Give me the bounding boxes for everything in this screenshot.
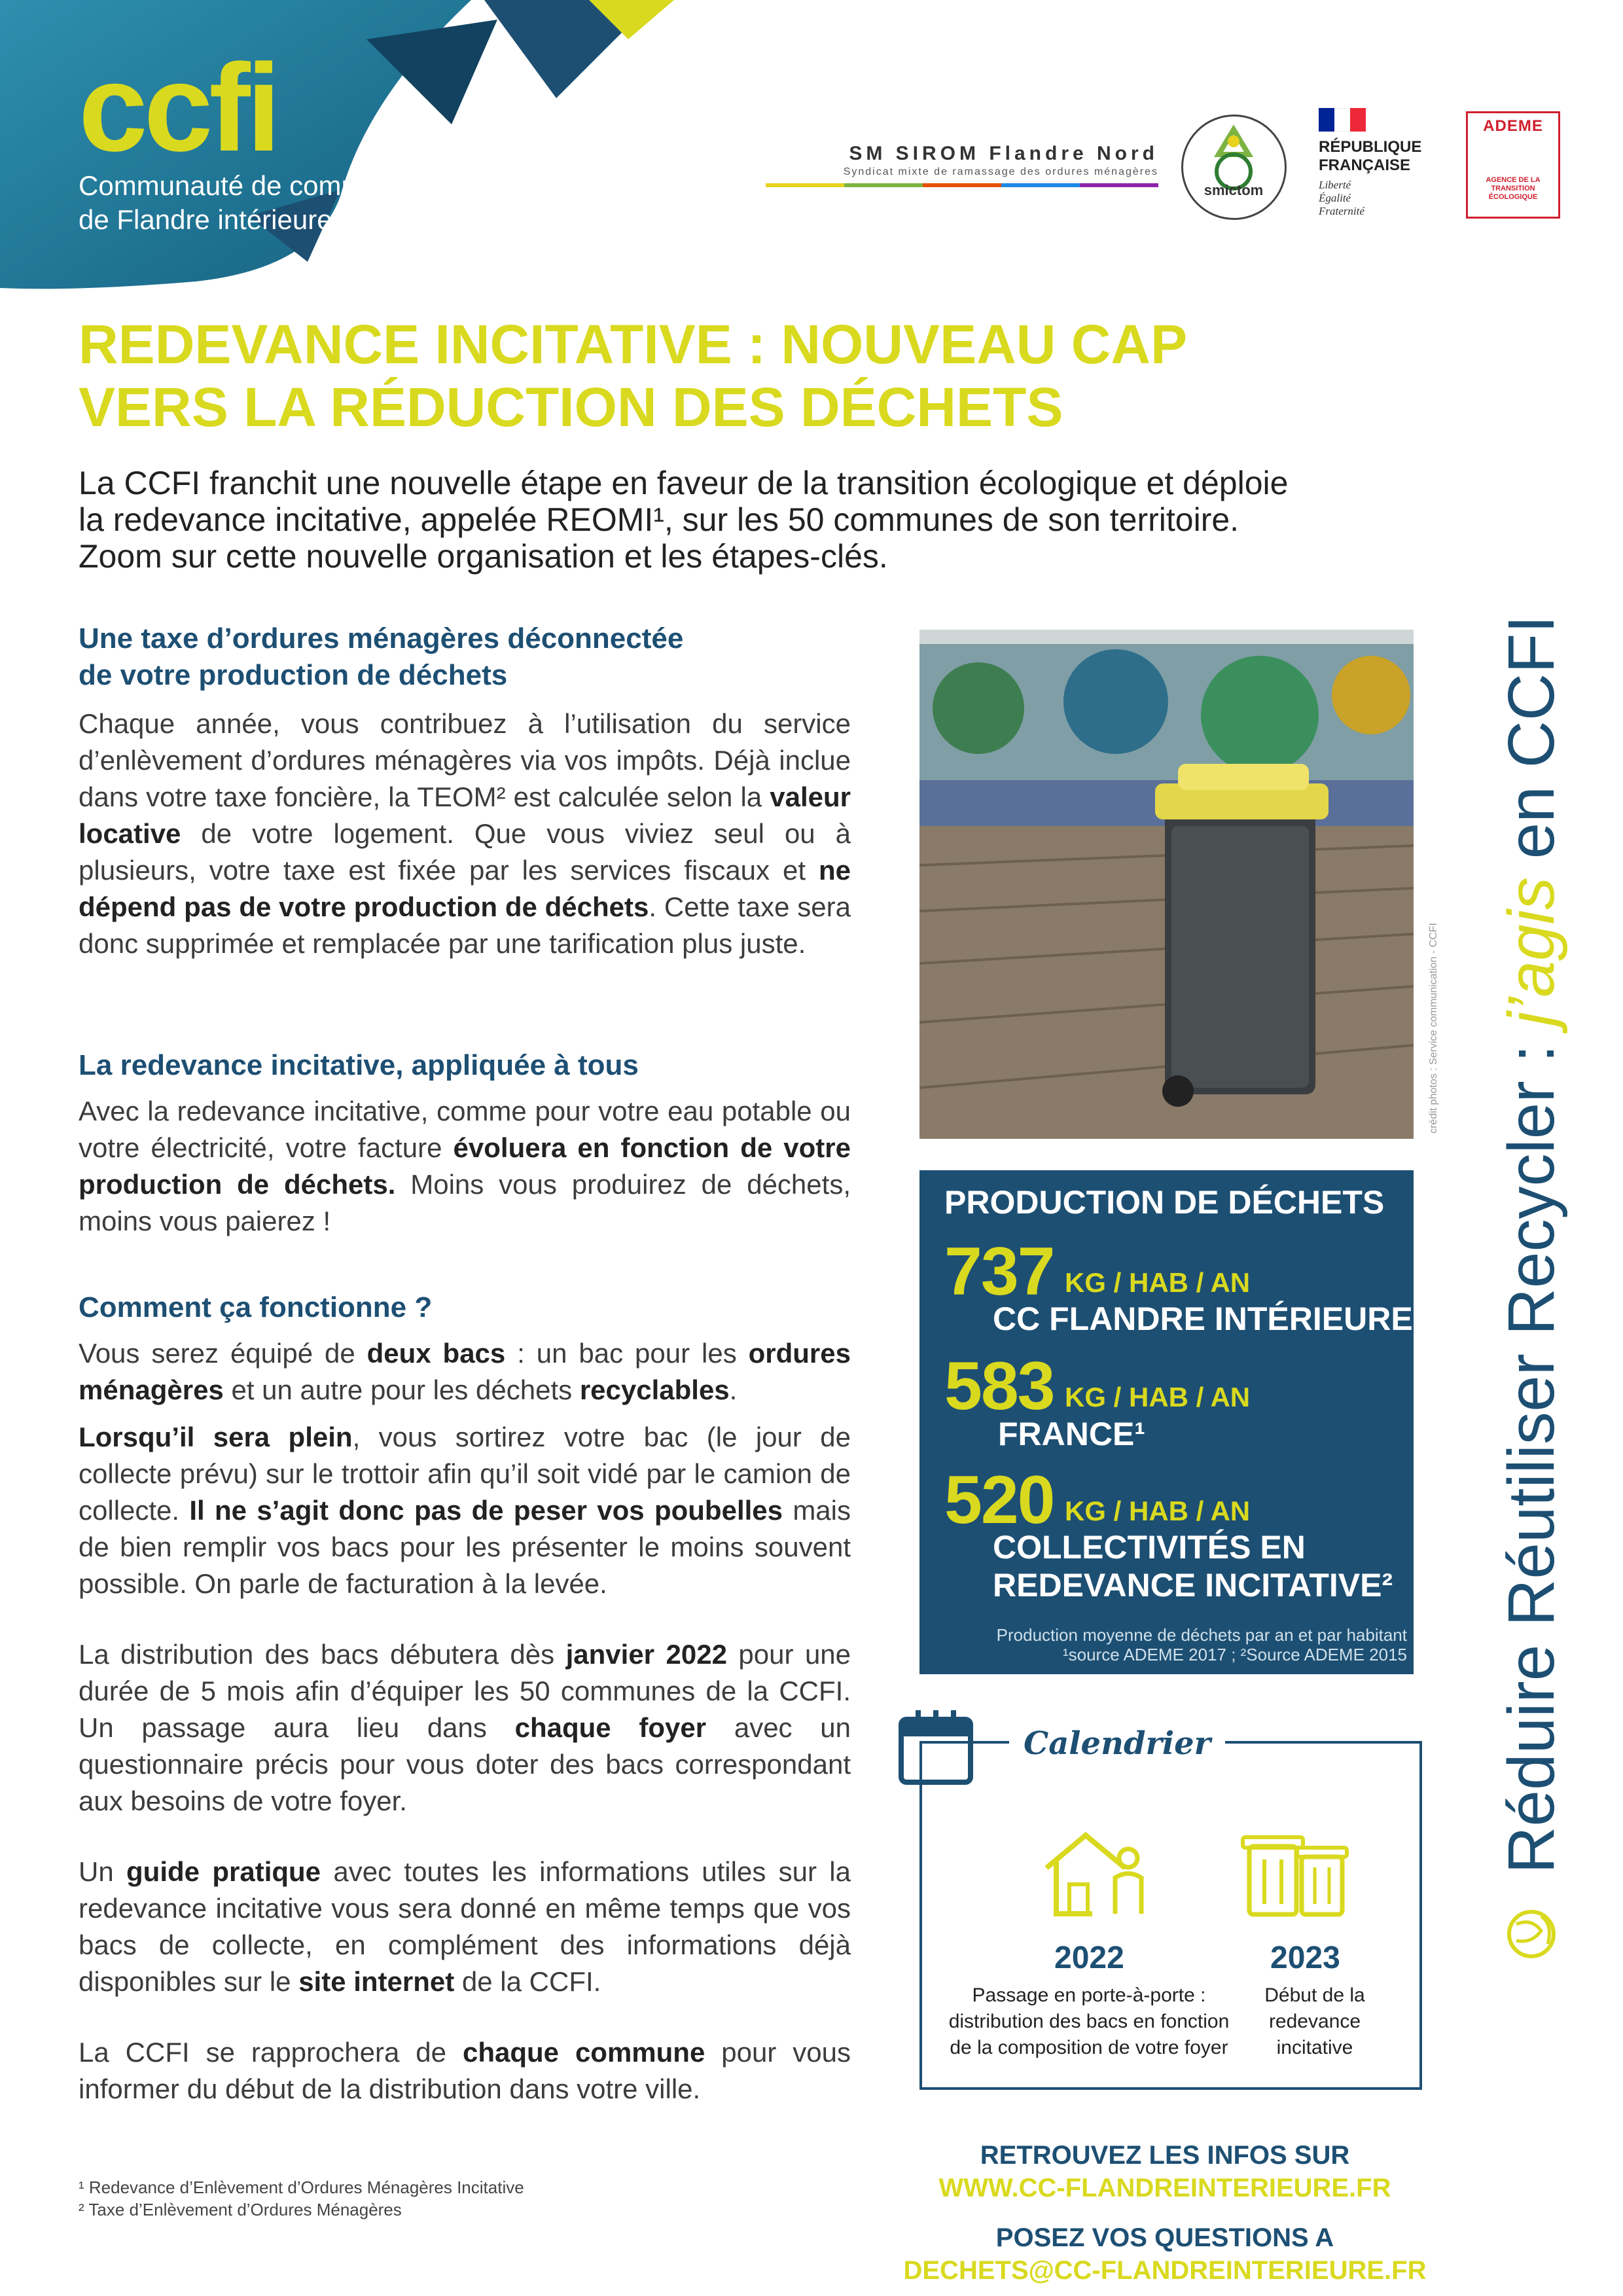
calendar-2022-description — [935, 1982, 1243, 2061]
text-run: La distribution des bacs débutera dès — [79, 1639, 566, 1670]
stat-ri-unit: KG / HAB / AN — [1065, 1496, 1251, 1526]
ademe-logo — [1466, 111, 1560, 219]
paragraph-collecte — [79, 1419, 851, 1602]
section-redevance — [79, 1047, 851, 1240]
footnote-2: ² Taxe d’Enlèvement d’Ordures Ménagères — [79, 2200, 402, 2219]
ademe-name: ADEME — [1483, 117, 1543, 135]
rf-motto — [1319, 179, 1450, 218]
stat-ri-label — [993, 1528, 1393, 1604]
calendar-2023-description — [1243, 1982, 1387, 2061]
text-bold: chaque commune — [462, 2037, 705, 2068]
text-run: pour vous informer du début de la distribution dans votre ville. — [79, 2037, 851, 2104]
photo-wheelie-bin — [919, 630, 1414, 1139]
footnotes — [79, 2176, 851, 2221]
text-bold: janvier 2022 — [565, 1639, 727, 1670]
calendar-box — [919, 1741, 1422, 2090]
stats-note — [997, 1625, 1407, 1664]
page-title-line-2: VERS LA RÉDUCTION DES DÉCHETS — [79, 376, 1063, 438]
text-bold: chaque foyer — [514, 1712, 707, 1743]
sirom-color-bar — [766, 183, 1158, 187]
section-teom — [79, 620, 851, 962]
sirom-subtitle: Syndicat mixte de ramassage des ordures ménagères — [843, 166, 1158, 177]
paragraph-distribution — [79, 1636, 851, 1820]
ccfi-logo: ccfi — [79, 39, 277, 177]
text-bold: recyclables — [579, 1374, 730, 1405]
text-bold: Lorsqu’il sera plein — [79, 1422, 353, 1452]
text-run: mais de bien remplir vos bacs pour les présenter le moins souvent possible. On parle de facturation à la levée. — [79, 1495, 851, 1599]
calendar-year-2023: 2023 — [1270, 1941, 1340, 1975]
section-fonctionnement-heading: Comment ça fonctionne ? — [79, 1291, 433, 1323]
calendar-2022-line-1: Passage en porte-à-porte : — [972, 1984, 1206, 2006]
ccfi-tagline-line-2: de Flandre intérieure — [79, 204, 332, 235]
french-flag-icon — [1319, 108, 1366, 132]
calendar-title: Calendrier — [1009, 1725, 1225, 1762]
smictom-logo — [1181, 115, 1287, 220]
text-run: , vous sortirez votre bac (le jour de collecte prévu) sur le trottoir afin qu’il soit vidé par le camion de collecte. — [79, 1422, 851, 1526]
text-bold: deux bacs — [366, 1338, 506, 1369]
ccfi-tagline-line-1: Communauté de communes — [79, 170, 424, 201]
text-run: Un — [79, 1856, 127, 1887]
paragraph-bacs — [79, 1335, 851, 1408]
text-run: de votre logement. Que vous viviez seul ou à plusieurs, votre taxe est fixée par les services fiscaux et — [79, 818, 851, 886]
rf-motto-3: Fraternité — [1319, 205, 1364, 217]
republique-francaise-logo — [1319, 108, 1450, 218]
slogan-part-1: Réduire Réutiliser Recycler : — [1495, 1026, 1568, 1874]
text-run: : un bac pour les — [505, 1338, 749, 1369]
paragraph-guide — [79, 1854, 851, 2000]
stat-france-label: FRANCE¹ — [998, 1416, 1145, 1452]
ademe-sub-3: ÉCOLOGIQUE — [1488, 193, 1538, 201]
rf-motto-1: Liberté — [1319, 179, 1351, 191]
text-bold: ne dépend pas de votre production de déchets — [79, 855, 851, 922]
text-run: et un autre pour les déchets — [223, 1374, 580, 1405]
stats-box — [919, 1170, 1414, 1674]
slogan-part-3: en CCFI — [1495, 615, 1568, 878]
stat-ccfi-unit: KG / HAB / AN — [1065, 1267, 1251, 1298]
page-title-line-1: REDEVANCE INCITATIVE : NOUVEAU CAP — [79, 314, 1188, 375]
section-teom-heading-line-2: de votre production de déchets — [79, 659, 508, 691]
text-run: de la CCFI. — [454, 1966, 601, 1997]
vertical-slogan — [1486, 615, 1577, 1892]
stat-france-value: 583 — [944, 1348, 1054, 1424]
rf-motto-2: Égalité — [1319, 192, 1351, 204]
text-run: Chaque année, vous contribuez à l’utilisation du service d’enlèvement d’ordures ménagères via vos impôts. Déjà inclue dans votre taxe foncière, la TEOM² est calculée selon la — [79, 708, 851, 812]
recycle-icon — [1217, 130, 1251, 188]
section-teom-paragraph — [79, 706, 851, 962]
stats-note-line-1: Production moyenne de déchets par an et par habitant — [996, 1625, 1407, 1645]
page-title — [79, 313, 1387, 439]
rf-title-line-1: RÉPUBLIQUE — [1319, 138, 1422, 156]
text-bold: site internet — [298, 1966, 455, 1997]
text-run: avec un questionnaire précis pour vous doter des bacs correspondant aux besoins de votre foyer. — [79, 1712, 851, 1816]
ademe-sub-2: TRANSITION — [1491, 185, 1535, 192]
section-fonctionnement — [79, 1289, 851, 2108]
sirom-logo — [766, 143, 1158, 187]
contact-email — [864, 2221, 1466, 2287]
contact-website — [864, 2139, 1466, 2204]
vertical-slogan-text — [1486, 615, 1577, 1892]
house-person-icon — [1040, 1822, 1151, 1920]
calendar-year-2022: 2022 — [1054, 1941, 1124, 1975]
ccfi-tagline — [79, 169, 424, 237]
stat-ri-label-line-1: COLLECTIVITÉS EN — [993, 1529, 1306, 1566]
stat-ri-label-line-2: REDEVANCE INCITATIVE² — [993, 1567, 1393, 1604]
paragraph-communes — [79, 2034, 851, 2108]
stat-ccfi-value: 737 — [944, 1234, 1054, 1310]
leaf-globe-icon — [1502, 1905, 1561, 1964]
text-bold: ordures ménagères — [79, 1338, 851, 1405]
photo-credit: crédit photos : Service communication - CCFI — [1428, 923, 1439, 1134]
footnote-1: ¹ Redevance d’Enlèvement d’Ordures Ménagères Incitative — [79, 2178, 524, 2197]
stat-ri-value: 520 — [944, 1462, 1054, 1538]
text-bold: valeur locative — [79, 781, 851, 849]
calendar-2022-line-3: de la composition de votre foyer — [950, 2037, 1228, 2058]
text-run: Avec la redevance incitative, comme pour votre eau potable ou votre électricité, votre facture — [79, 1096, 851, 1163]
slogan-part-2: j’agis — [1495, 877, 1568, 1026]
section-teom-heading-line-1: Une taxe d’ordures ménagères déconnectée — [79, 622, 684, 655]
text-bold: évoluera en fonction de votre production de déchets. — [79, 1132, 851, 1200]
section-redevance-paragraph — [79, 1093, 851, 1240]
text-run: pour une durée de 5 mois afin d’équiper les 50 communes de la CCFI. Un passage aura lieu dans — [79, 1639, 851, 1743]
text-run: . — [729, 1374, 738, 1405]
calendar-2023-line-2: redevance — [1268, 2011, 1361, 2032]
intro-line-1: La CCFI franchit une nouvelle étape en faveur de la transition écologique et déploie — [79, 465, 1289, 501]
intro-paragraph — [79, 465, 1505, 575]
text-run: La CCFI se rapprochera de — [79, 2037, 463, 2068]
calendar-2022-line-2: distribution des bacs en fonction — [948, 2011, 1230, 2032]
contact-website-label: RETROUVEZ LES INFOS SUR — [980, 2141, 1350, 2170]
section-redevance-heading: La redevance incitative, appliquée à tous — [79, 1049, 639, 1081]
bins-icon — [1240, 1819, 1351, 1924]
ademe-sub-1: AGENCE DE LA — [1486, 176, 1541, 184]
intro-line-3: Zoom sur cette nouvelle organisation et les étapes-clés. — [79, 538, 888, 575]
website-link[interactable]: WWW.CC-FLANDREINTERIEURE.FR — [938, 2174, 1391, 2202]
text-run: . Cette taxe sera donc supprimée et remplacée par une tarification plus juste. — [79, 891, 851, 959]
section-teom-heading — [79, 620, 851, 694]
text-run: Vous serez équipé de — [79, 1338, 367, 1369]
text-run: Moins vous produirez de déchets, moins vous paierez ! — [79, 1169, 851, 1236]
email-link[interactable]: DECHETS@CC-FLANDREINTERIEURE.FR — [903, 2256, 1427, 2285]
intro-line-2: la redevance incitative, appelée REOMI¹, sur les 50 communes de son territoire. — [79, 501, 1240, 538]
ademe-subtitle — [1468, 176, 1558, 202]
smictom-label: smictom — [1204, 182, 1264, 198]
text-bold: guide pratique — [126, 1856, 321, 1887]
text-bold: Il ne s’agit donc pas de peser vos poubelles — [189, 1495, 783, 1526]
stats-note-line-2: ¹source ADEME 2017 ; ²Source ADEME 2015 — [1062, 1645, 1407, 1664]
sirom-name: SM SIROM Flandre Nord — [849, 143, 1158, 164]
calendar-2023-line-3: incitative — [1276, 2037, 1353, 2058]
stat-ccfi-label: CC FLANDRE INTÉRIEURE — [993, 1300, 1413, 1337]
stat-france-unit: KG / HAB / AN — [1065, 1382, 1251, 1412]
stats-title: PRODUCTION DE DÉCHETS — [944, 1184, 1385, 1221]
contact-email-label: POSEZ VOS QUESTIONS A — [995, 2223, 1334, 2252]
wheelie-bin-icon — [1155, 764, 1329, 1107]
text-run: avec toutes les informations utiles sur la redevance incitative vous sera donné en même temps que vos bacs de collecte, en complément des informations déjà disponibles sur le — [79, 1856, 851, 1997]
rf-title-line-2: FRANÇAISE — [1319, 156, 1411, 174]
calendar-2023-line-1: Début de la — [1264, 1984, 1365, 2006]
